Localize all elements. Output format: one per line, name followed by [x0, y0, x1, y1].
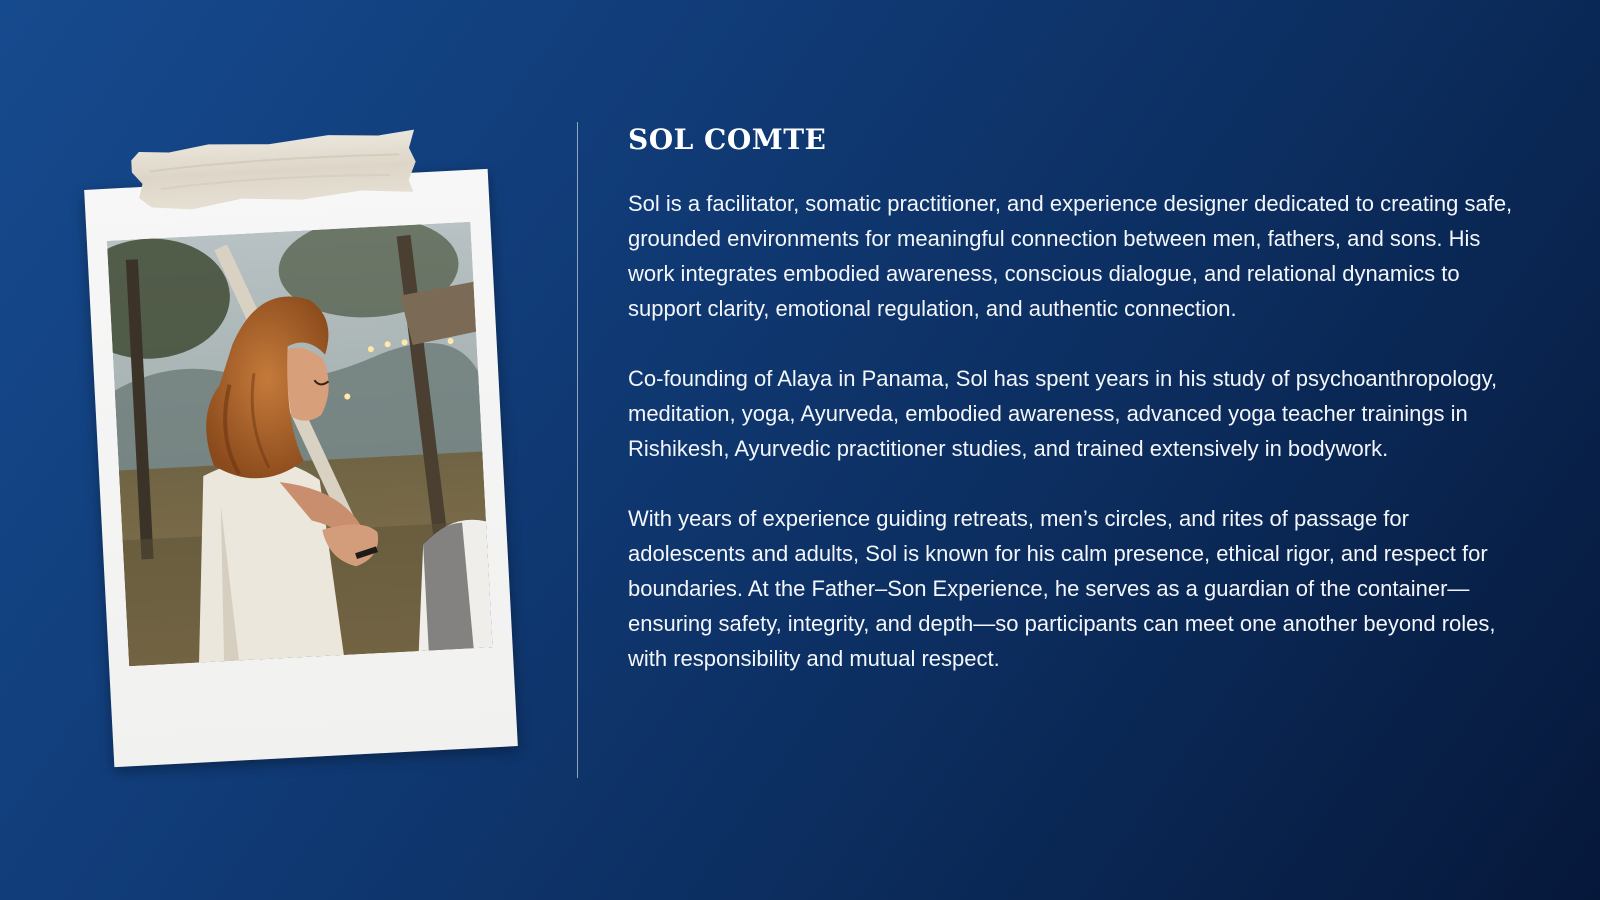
person-name: SOL COMTE: [628, 123, 827, 156]
vertical-divider: [577, 122, 578, 778]
bio-paragraph-2: Co-founding of Alaya in Panama, Sol has spent years in his study of psychoanthropology, meditation, yoga, Ayurveda, embodied awareness, advanced yoga teacher trainings in Rishikesh, Ayurvedic practitioner studies, and trained extensively in bodywork.: [628, 366, 1498, 461]
portrait-photo: [107, 222, 493, 666]
bio-paragraph-1: Sol is a facilitator, somatic practitioner, and experience designer dedicated to creating safe, grounded environments for meaningful connection between men, fathers, and sons. His work integrates embodied awareness, conscious dialogue, and relational dynamics to support clarity, emotional regulation, and authentic connection.: [628, 191, 1513, 321]
bio-section: [628, 120, 1528, 676]
masking-tape: [128, 128, 419, 215]
bio-paragraph-3: With years of experience guiding retreats, men’s circles, and rites of passage for adolescents and adults, Sol is known for his calm presence, ethical rigor, and respect for boundaries. At the Father–Son Experience, he serves as a guardian of the container—ensuring safety, integrity, and depth—so participants can meet one another beyond roles, with responsibility and mutual respect.: [628, 506, 1496, 671]
polaroid-frame: [84, 169, 518, 767]
